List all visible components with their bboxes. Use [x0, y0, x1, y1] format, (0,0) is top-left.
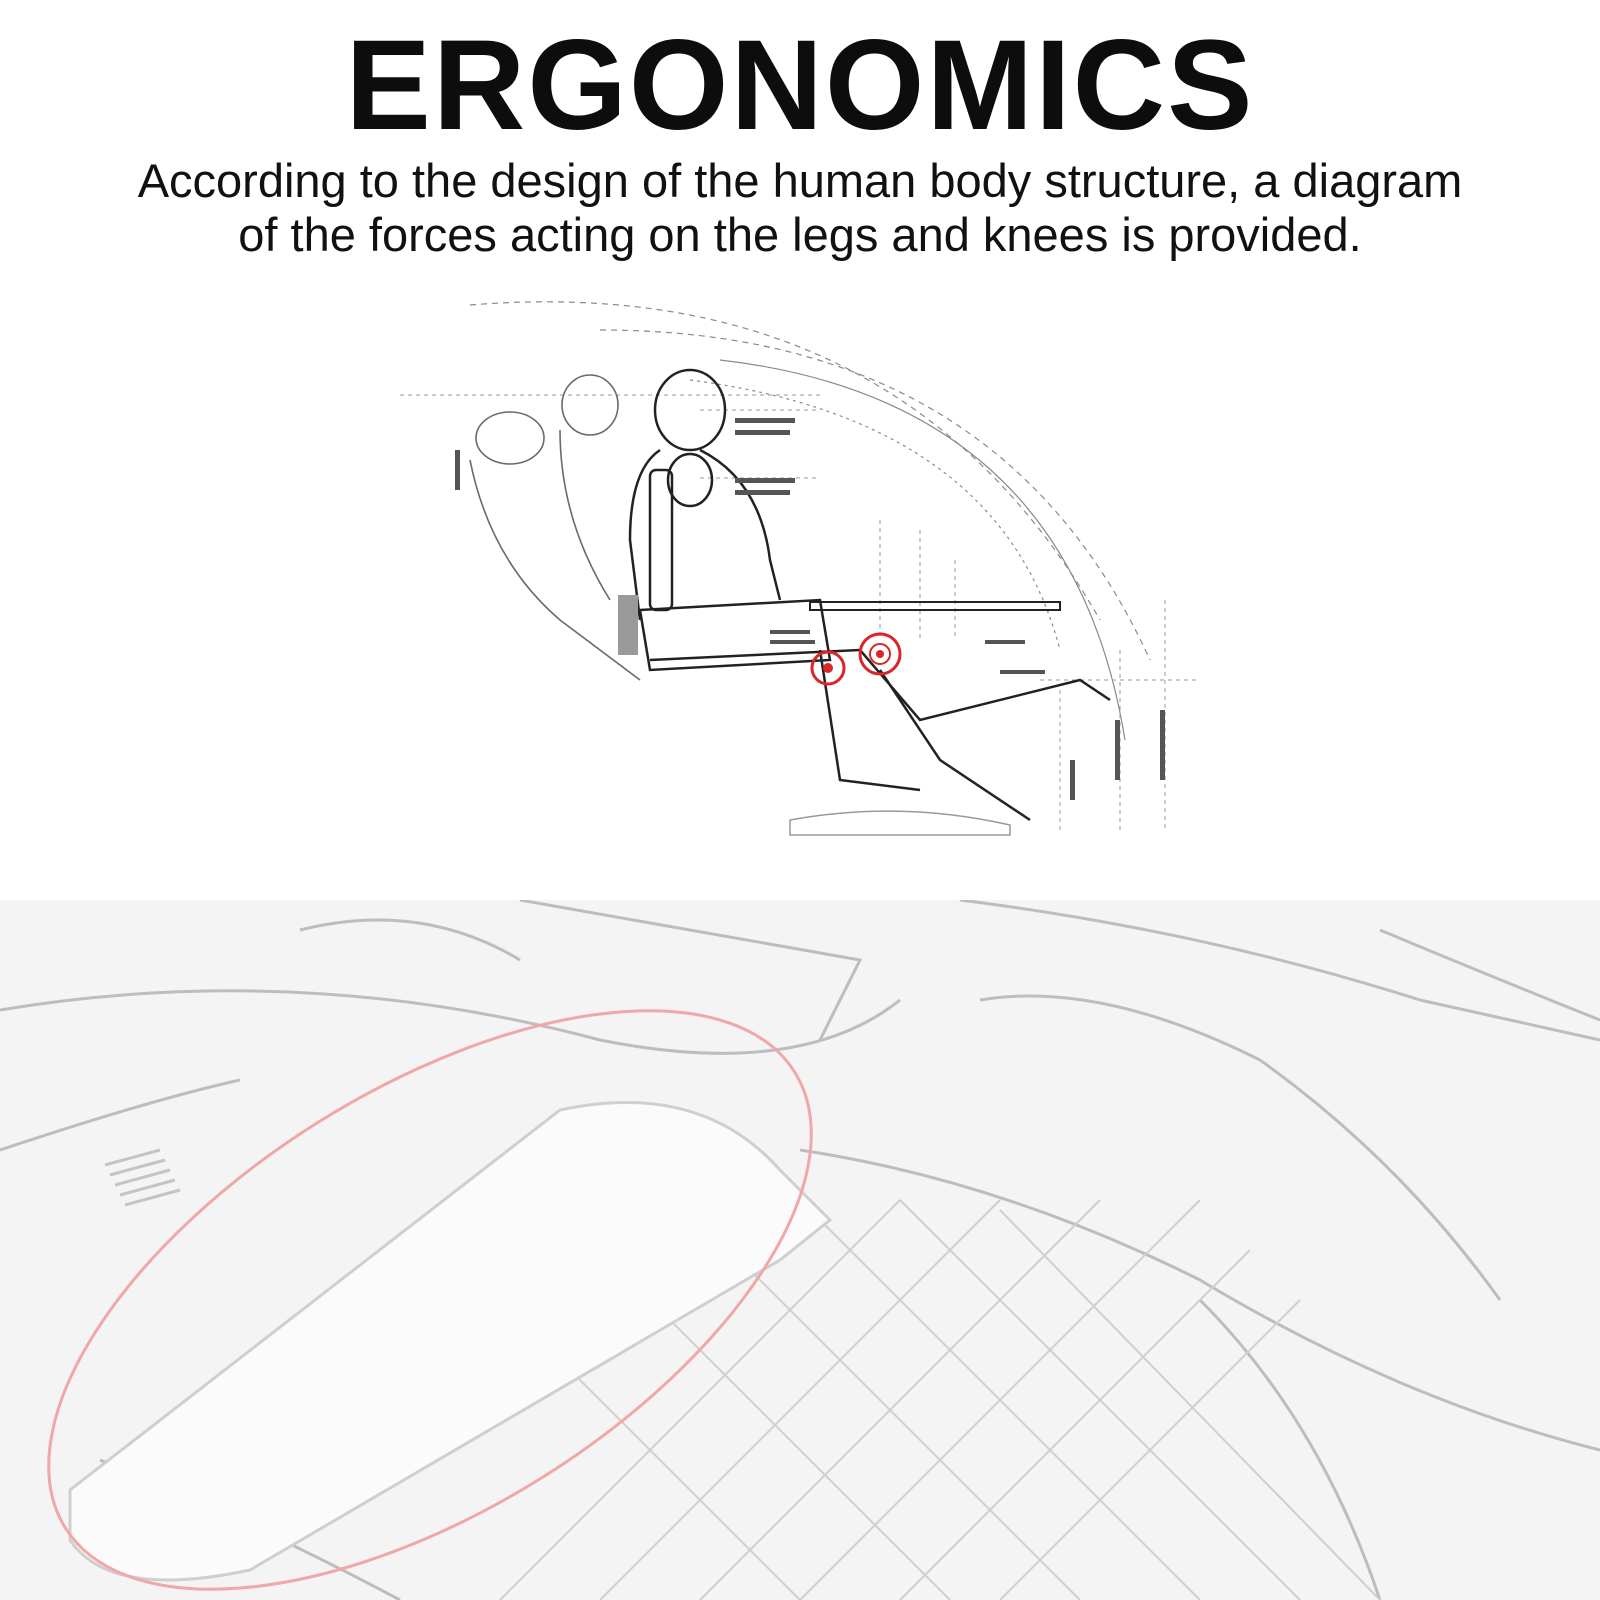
- seat-back-block: [618, 595, 638, 655]
- knee-marker-left: [812, 652, 844, 684]
- floor-feet-outline: [790, 811, 1010, 835]
- reclined-figure: [470, 375, 640, 680]
- desk-surface: [810, 602, 1060, 610]
- dimension-lines: [400, 395, 1200, 830]
- car-interior-sketch: [0, 900, 1600, 1600]
- ergonomic-posture-diagram: [0, 270, 1600, 860]
- page-subtitle: [40, 154, 1560, 262]
- subtitle-line-1: According to the design of the human body structure, a diagram: [137, 154, 1463, 207]
- reach-arcs: [470, 302, 1150, 740]
- page-title: ERGONOMICS: [345, 14, 1255, 157]
- seated-figure: [630, 370, 1110, 820]
- subtitle-line-2: of the forces acting on the legs and knees is provided.: [238, 208, 1362, 261]
